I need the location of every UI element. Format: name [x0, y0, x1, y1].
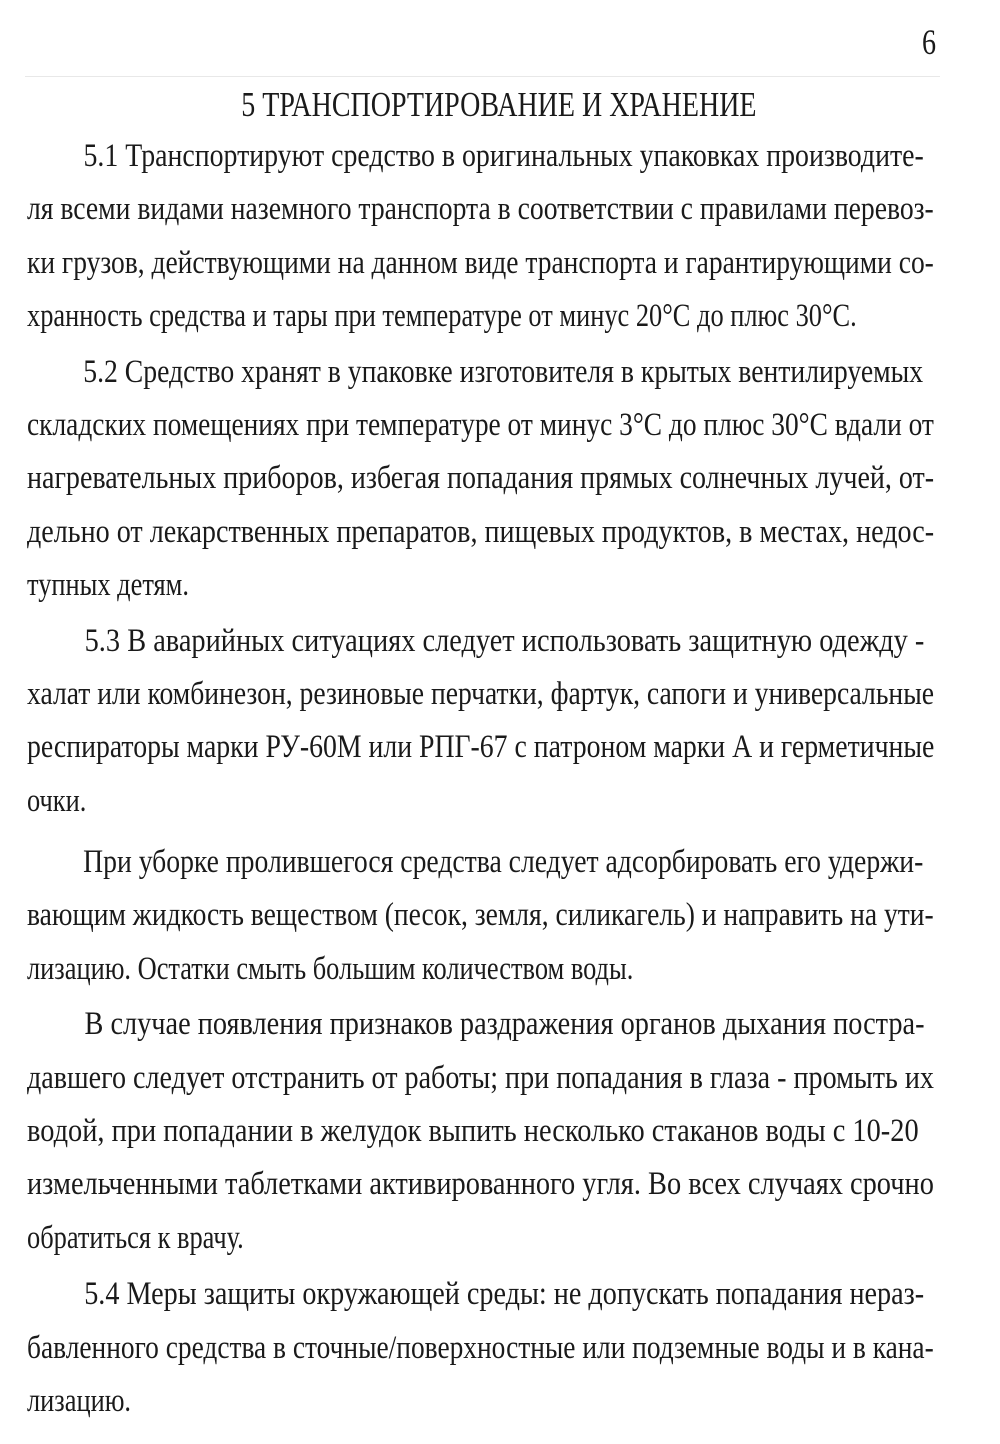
paragraph-line: 5.4 Меры защиты окружающей среды: не допускать попадания нераз- — [84, 1276, 925, 1313]
paragraph-line: 5.1 Транспортируют средство в оригинальных упаковках производите- — [83, 138, 924, 174]
paragraph-line: лизацию. — [27, 1382, 132, 1419]
paragraph — [27, 998, 934, 1265]
paragraph-line: дельно от лекарственных препаратов, пищевых продуктов, в местах, недос- — [27, 513, 935, 550]
paragraph-line: 5.2 Средство хранят в упаковке изготовителя в крытых вентилируемых — [83, 353, 924, 390]
paragraph-line: нагревательных приборов, избегая попадания прямых солнечных лучей, от- — [27, 460, 935, 497]
paragraph-line: хранность средства и тары при температуре от минус 20°С до плюс 30°С. — [27, 298, 857, 335]
paragraph-line: складских помещениях при температуре от минус 3°С до плюс 30°С вдали от — [27, 406, 934, 443]
paragraph-line: очки. — [27, 782, 87, 819]
paragraph-line: лизацию. Остатки смыть большим количеством воды. — [27, 950, 634, 987]
paragraph-line: В случае появления признаков раздражения органов дыхания постра- — [84, 1006, 925, 1043]
paragraph-line: бавленного средства в сточные/поверхностные или подземные воды и в кана- — [27, 1329, 934, 1366]
page-number: 6 — [921, 22, 936, 62]
paragraph — [27, 130, 934, 344]
paragraph — [27, 1268, 934, 1428]
page-content — [27, 80, 934, 1428]
section-body — [27, 130, 934, 1428]
paragraph — [27, 836, 934, 996]
paragraph-line: обратиться к врачу. — [27, 1219, 244, 1256]
paragraph-line: водой, при попадании в желудок выпить несколько стаканов воды с 10-20 — [27, 1113, 919, 1150]
paragraph-line: вающим жидкость веществом (песок, земля, силикагель) и направить на ути- — [27, 897, 934, 934]
paragraph-line: давшего следует отстранить от работы; при попадания в глаза - промыть их — [27, 1059, 934, 1096]
paragraph — [27, 615, 934, 829]
paragraph-line: измельченными таблетками активированного угля. Во всех случаях срочно — [27, 1166, 934, 1203]
paragraph-line: тупных детям. — [27, 567, 189, 604]
section-title: 5 ТРАНСПОРТИРОВАНИЕ И ХРАНЕНИЕ — [241, 85, 757, 124]
paragraph-line: 5.3 В аварийных ситуациях следует использовать защитную одежду - — [84, 622, 925, 659]
paragraph — [27, 346, 934, 613]
paragraph-line: ки грузов, действующими на данном виде транспорта и гарантирующими со- — [27, 244, 934, 281]
header-divider — [25, 76, 940, 77]
paragraph-line: халат или комбинезон, резиновые перчатки, фартук, сапоги и универсальные — [27, 675, 935, 712]
paragraph-line: респираторы марки РУ-60М или РПГ-67 с патроном марки А и герметичные — [27, 729, 935, 766]
paragraph-line: ля всеми видами наземного транспорта в соответствии с правилами перевоз- — [27, 191, 934, 228]
paragraph-line: При уборке пролившегося средства следует адсорбировать его удержи- — [83, 844, 924, 881]
